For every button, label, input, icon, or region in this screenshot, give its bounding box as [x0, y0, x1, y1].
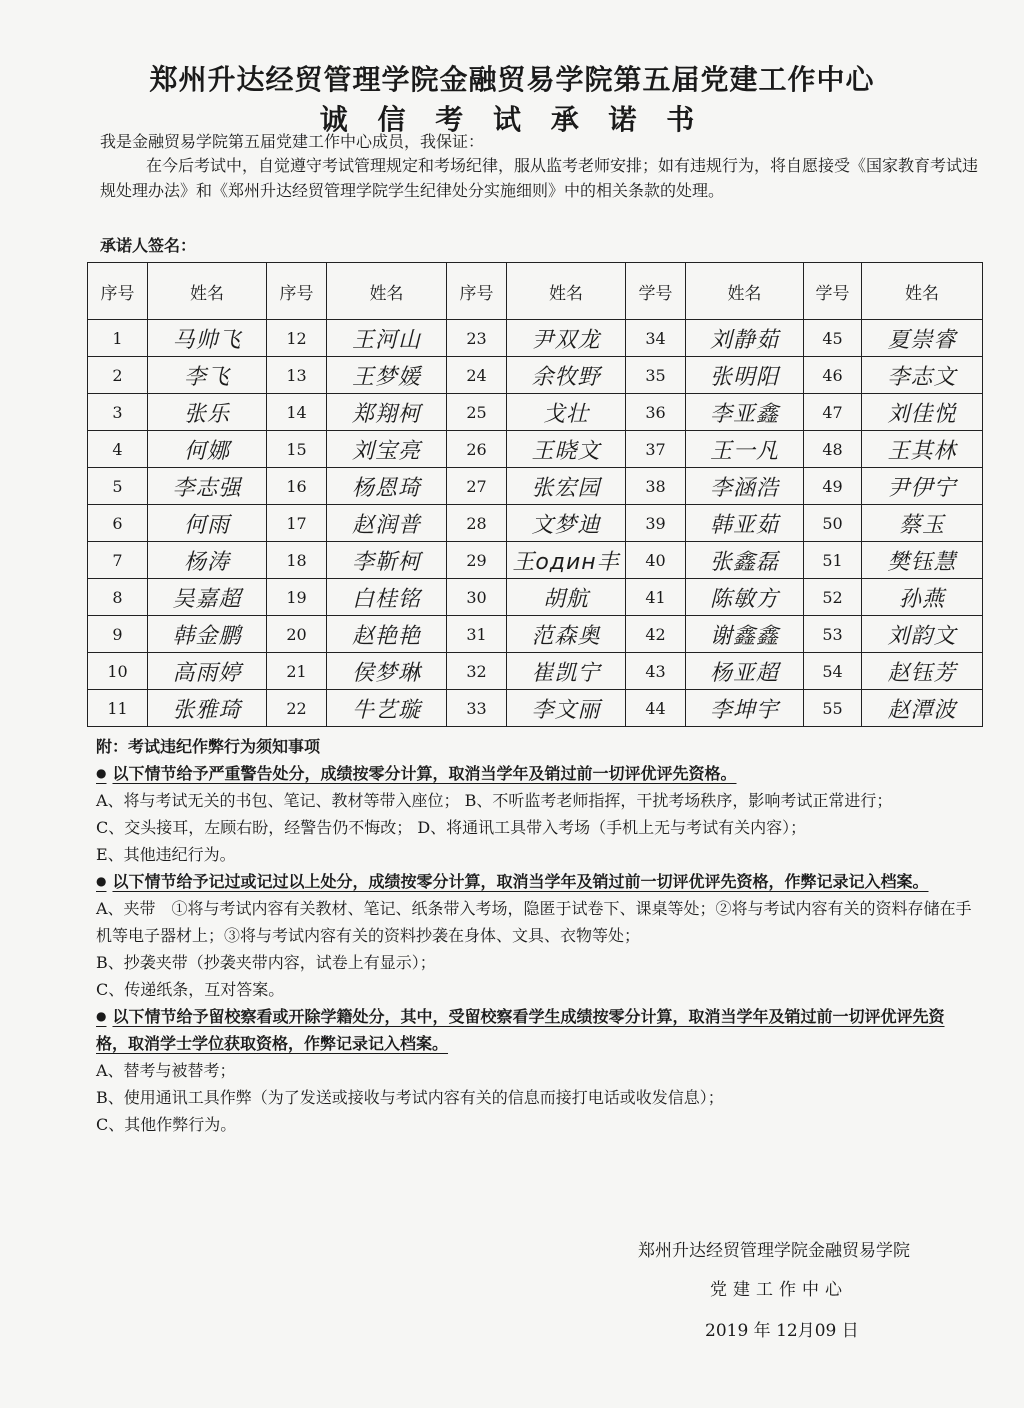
signature-cell: 樊钰慧: [862, 542, 983, 579]
signature-cell: 张雅琦: [148, 690, 267, 727]
seat-number-cell: 43: [626, 653, 686, 690]
sign-label: 承诺人签名：: [100, 236, 197, 255]
table-row: [88, 320, 983, 357]
pledge-text: 在今后考试中，自觉遵守考试管理规定和考场纪律，服从监考老师安排；如有违规行为，将自愿接受《国家教育考试违规处理办法》和《郑州升达经贸管理学院学生纪律处分实施细则》中的相关条款的处理。: [100, 156, 979, 200]
seat-number-cell: 16: [267, 468, 327, 505]
signature-table: [87, 262, 983, 727]
table-row: [88, 468, 983, 505]
section3-c: C、其他作弊行为。: [96, 1115, 237, 1134]
seat-number-cell: 2: [88, 357, 148, 394]
signature-cell: 高雨婷: [148, 653, 267, 690]
signature-cell: 王晓文: [507, 431, 626, 468]
signature-cell: 张鑫磊: [686, 542, 804, 579]
signature-cell: 白桂铭: [327, 579, 447, 616]
signature-cell: 赵钰芳: [862, 653, 983, 690]
seat-number-cell: 48: [804, 431, 862, 468]
signature-cell: 牛艺璇: [327, 690, 447, 727]
seat-number-cell: 26: [447, 431, 507, 468]
table-row: [88, 431, 983, 468]
signature-cell: 蔡玉: [862, 505, 983, 542]
table-header-cell: 序号: [447, 263, 507, 320]
seat-number-cell: 12: [267, 320, 327, 357]
signature-cell: 杨恩琦: [327, 468, 447, 505]
seat-number-cell: 19: [267, 579, 327, 616]
signature-cell: 韩金鹏: [148, 616, 267, 653]
table-row: [88, 394, 983, 431]
signature-cell: 何雨: [148, 505, 267, 542]
signature-cell: 杨亚超: [686, 653, 804, 690]
seat-number-cell: 9: [88, 616, 148, 653]
seat-number-cell: 20: [267, 616, 327, 653]
signature-cell: 马帅飞: [148, 320, 267, 357]
signature-cell: 韩亚茹: [686, 505, 804, 542]
signature-cell: 李坤宇: [686, 690, 804, 727]
table-header-row: [88, 263, 983, 320]
seat-number-cell: 27: [447, 468, 507, 505]
signature-cell: 孙燕: [862, 579, 983, 616]
seat-number-cell: 28: [447, 505, 507, 542]
signature-cell: 李亚鑫: [686, 394, 804, 431]
signature-cell: 李文丽: [507, 690, 626, 727]
section1-heading: ● 以下情节给予严重警告处分，成绩按零分计算，取消当学年及销过前一切评优评先资格。: [96, 760, 976, 787]
signature-cell: 陈敏方: [686, 579, 804, 616]
footer-org: 郑州升达经贸管理学院金融贸易学院: [638, 1241, 910, 1261]
notes-heading: 附：考试违纪作弊行为须知事项: [96, 737, 321, 756]
seat-number-cell: 38: [626, 468, 686, 505]
seat-number-cell: 37: [626, 431, 686, 468]
section2-heading: ● 以下情节给予记过或记过以上处分，成绩按零分计算，取消当学年及销过前一切评优评先资格，作弊记录记入档案。: [96, 868, 976, 895]
signature-cell: 张宏园: [507, 468, 626, 505]
seat-number-cell: 35: [626, 357, 686, 394]
seat-number-cell: 5: [88, 468, 148, 505]
table-header-cell: 学号: [626, 263, 686, 320]
section2-a: A、夹带 ①将与考试内容有关教材、笔记、纸条带入考场，隐匿于试卷下、课桌等处；②将与考试内容有关的资料存储在手机等电子器材上；③将与考试内容有关的资料抄袭在身体、文具、衣物等处；: [96, 899, 972, 945]
seat-number-cell: 25: [447, 394, 507, 431]
signature-cell: 杨涛: [148, 542, 267, 579]
signature-cell: 张乐: [148, 394, 267, 431]
seat-number-cell: 17: [267, 505, 327, 542]
section3-b: B、使用通讯工具作弊（为了发送或接收与考试内容有关的信息而接打电话或收发信息）；: [96, 1088, 724, 1107]
signature-cell: 李飞: [148, 357, 267, 394]
section1-d: D、将通讯工具带入考场（手机上无与考试有关内容）；: [417, 818, 807, 837]
table-row: [88, 505, 983, 542]
signature-cell: 崔凯宁: [507, 653, 626, 690]
seat-number-cell: 10: [88, 653, 148, 690]
table-row: [88, 653, 983, 690]
signature-cell: 王один丰: [507, 542, 626, 579]
section1-cd: [96, 814, 976, 841]
signature-cell: 文梦迪: [507, 505, 626, 542]
section1-ab: [96, 787, 976, 814]
table-header-cell: 序号: [88, 263, 148, 320]
signature-cell: 王河山: [327, 320, 447, 357]
signature-cell: 刘静茹: [686, 320, 804, 357]
seat-number-cell: 21: [267, 653, 327, 690]
signature-cell: 刘韵文: [862, 616, 983, 653]
seat-number-cell: 22: [267, 690, 327, 727]
signature-cell: 尹伊宁: [862, 468, 983, 505]
seat-number-cell: 8: [88, 579, 148, 616]
section2-c: C、传递纸条，互对答案。: [96, 980, 285, 999]
signature-cell: 何娜: [148, 431, 267, 468]
signature-cell: 李靳柯: [327, 542, 447, 579]
section1-b: B、不听监考老师指挥，干扰考场秩序，影响考试正常进行；: [464, 791, 893, 810]
seat-number-cell: 1: [88, 320, 148, 357]
signature-cell: 刘宝亮: [327, 431, 447, 468]
notes-section: [96, 733, 976, 1138]
section3-a: A、替考与被替考；: [96, 1061, 236, 1080]
signature-cell: 王其林: [862, 431, 983, 468]
signature-cell: 张明阳: [686, 357, 804, 394]
signature-cell: 王梦媛: [327, 357, 447, 394]
seat-number-cell: 40: [626, 542, 686, 579]
signature-cell: 李志强: [148, 468, 267, 505]
seat-number-cell: 52: [804, 579, 862, 616]
seat-number-cell: 6: [88, 505, 148, 542]
seat-number-cell: 15: [267, 431, 327, 468]
seat-number-cell: 33: [447, 690, 507, 727]
document-subtitle: 诚 信 考 试 承 诺 书: [319, 103, 705, 136]
seat-number-cell: 14: [267, 394, 327, 431]
section1-c: C、交头接耳，左顾右盼，经警告仍不悔改；: [96, 818, 413, 837]
table-row: [88, 542, 983, 579]
seat-number-cell: 18: [267, 542, 327, 579]
section1-a: A、将与考试无关的书包、笔记、教材等带入座位；: [96, 791, 460, 810]
signature-cell: 余牧野: [507, 357, 626, 394]
section2-b: B、抄袭夹带（抄袭夹带内容，试卷上有显示）；: [96, 953, 436, 972]
seat-number-cell: 23: [447, 320, 507, 357]
seat-number-cell: 36: [626, 394, 686, 431]
seat-number-cell: 11: [88, 690, 148, 727]
table-header-cell: 序号: [267, 263, 327, 320]
seat-number-cell: 3: [88, 394, 148, 431]
signature-cell: 赵潭波: [862, 690, 983, 727]
table-header-cell: 姓名: [862, 263, 983, 320]
seat-number-cell: 7: [88, 542, 148, 579]
seat-number-cell: 44: [626, 690, 686, 727]
seat-number-cell: 51: [804, 542, 862, 579]
signature-cell: 王一凡: [686, 431, 804, 468]
table-header-cell: 姓名: [507, 263, 626, 320]
footer-date: 2019 年 12月09 日: [705, 1321, 859, 1341]
section1-e: E、其他违纪行为。: [96, 845, 236, 864]
document-title: 郑州升达经贸管理学院金融贸易学院第五届党建工作中心: [149, 63, 875, 96]
signature-cell: 侯梦琳: [327, 653, 447, 690]
signature-cell: 夏崇睿: [862, 320, 983, 357]
table-header-cell: 姓名: [327, 263, 447, 320]
table-row: [88, 616, 983, 653]
signature-cell: 赵艳艳: [327, 616, 447, 653]
signature-cell: 戈壮: [507, 394, 626, 431]
table-header-cell: 姓名: [148, 263, 267, 320]
table-header-cell: 姓名: [686, 263, 804, 320]
seat-number-cell: 50: [804, 505, 862, 542]
seat-number-cell: 46: [804, 357, 862, 394]
seat-number-cell: 13: [267, 357, 327, 394]
signature-cell: 胡航: [507, 579, 626, 616]
table-body: [88, 320, 983, 727]
seat-number-cell: 4: [88, 431, 148, 468]
seat-number-cell: 53: [804, 616, 862, 653]
seat-number-cell: 42: [626, 616, 686, 653]
seat-number-cell: 47: [804, 394, 862, 431]
intro-text: 我是金融贸易学院第五届党建工作中心成员，我保证：: [100, 132, 485, 151]
table-row: [88, 690, 983, 727]
seat-number-cell: 39: [626, 505, 686, 542]
seat-number-cell: 24: [447, 357, 507, 394]
seat-number-cell: 30: [447, 579, 507, 616]
signature-cell: 李志文: [862, 357, 983, 394]
signature-cell: 谢鑫鑫: [686, 616, 804, 653]
seat-number-cell: 49: [804, 468, 862, 505]
seat-number-cell: 45: [804, 320, 862, 357]
signature-cell: 吴嘉超: [148, 579, 267, 616]
seat-number-cell: 32: [447, 653, 507, 690]
seat-number-cell: 34: [626, 320, 686, 357]
section3-heading: ● 以下情节给予留校察看或开除学籍处分，其中，受留校察看学生成绩按零分计算，取消当学年及销过前一切评优评先资格，取消学士学位获取资格，作弊记录记入档案。: [96, 1003, 976, 1057]
signature-cell: 李涵浩: [686, 468, 804, 505]
table-row: [88, 357, 983, 394]
seat-number-cell: 31: [447, 616, 507, 653]
signature-cell: 尹双龙: [507, 320, 626, 357]
seat-number-cell: 55: [804, 690, 862, 727]
signature-cell: 刘佳悦: [862, 394, 983, 431]
signature-cell: 范森奥: [507, 616, 626, 653]
seat-number-cell: 54: [804, 653, 862, 690]
footer-dept: 党建工作中心: [710, 1280, 848, 1300]
table-row: [88, 579, 983, 616]
signature-cell: 赵润普: [327, 505, 447, 542]
seat-number-cell: 29: [447, 542, 507, 579]
seat-number-cell: 41: [626, 579, 686, 616]
signature-cell: 郑翔柯: [327, 394, 447, 431]
table-header-cell: 学号: [804, 263, 862, 320]
